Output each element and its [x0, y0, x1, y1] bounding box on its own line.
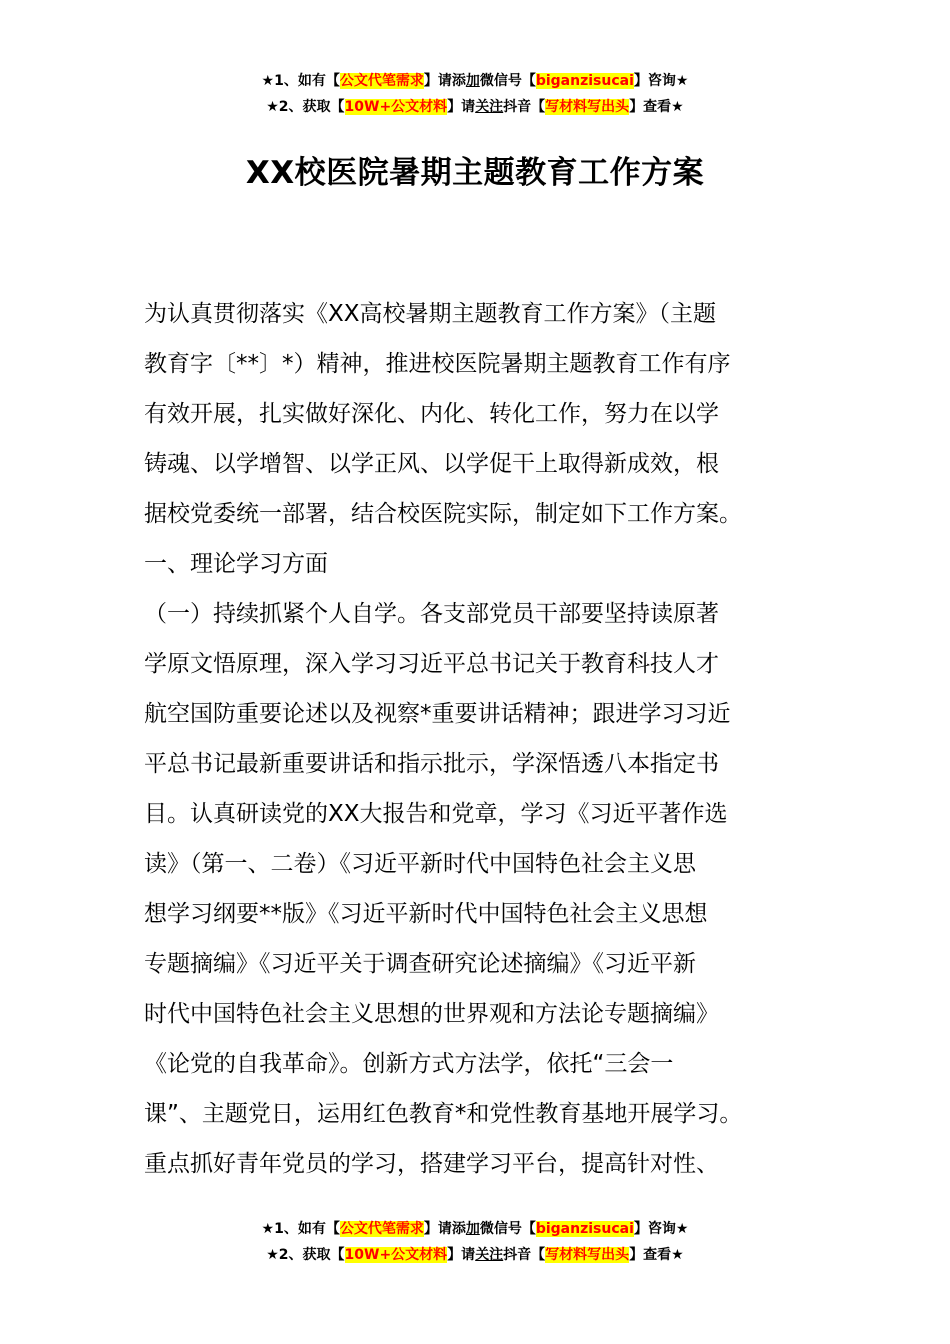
footer-promo-banner [0, 1216, 950, 1268]
body-line: 读》（第一、二卷）《习近平新时代中国特色社会主义思 [144, 851, 696, 877]
promo-text: 】请 [447, 1247, 476, 1263]
promo-douyin-name: 写材料写出头 [545, 1247, 630, 1263]
body-line: 专题摘编》《习近平关于调查研究论述摘编》《习近平新 [144, 951, 696, 977]
body-line: 教育字〔**〕*）精神，推进校医院暑期主题教育工作有序 [144, 351, 731, 377]
promo-douyin-name: 写材料写出头 [545, 99, 630, 115]
document-body [144, 289, 814, 1189]
body-line: 想学习纲要**版》《习近平新时代中国特色社会主义思想 [144, 901, 708, 927]
promo-text: ★1、如有【 [261, 73, 340, 89]
promo-highlight: 10W+公文材料 [344, 99, 448, 115]
body-line: 有效开展，扎实做好深化、内化、转化工作，努力在以学 [144, 401, 719, 427]
promo-line-1 [0, 1216, 950, 1242]
body-line: 为认真贯彻落实《XX高校暑期主题教育工作方案》（主题 [144, 301, 717, 327]
section-heading: 一、理论学习方面 [144, 551, 328, 577]
body-line: 重点抓好青年党员的学习，搭建学习平台，提高针对性、 [144, 1151, 719, 1177]
document-title: XX校医院暑期主题教育工作方案 [245, 155, 705, 191]
promo-line-2 [0, 94, 950, 120]
promo-underlined-text: 加 [465, 73, 480, 89]
promo-text: ★2、获取【 [266, 1247, 345, 1263]
promo-highlight: 10W+公文材料 [344, 1247, 448, 1263]
body-line: 《论党的自我革命》。创新方式方法学，依托“三会一 [144, 1051, 674, 1077]
promo-text: 】咨询★ [633, 1221, 689, 1237]
promo-wechat-id: biganzisucai [535, 1221, 634, 1237]
promo-text: 微信号【 [479, 73, 536, 89]
body-line: 课”、主题党日，运用红色教育*和党性教育基地开展学习。 [144, 1101, 743, 1127]
promo-underlined-text: 关注 [475, 1247, 504, 1263]
promo-text: 微信号【 [479, 1221, 536, 1237]
body-line: 目。认真研读党的XX大报告和党章，学习《习近平著作选 [144, 801, 728, 827]
promo-highlight: 公文代笔需求 [339, 73, 424, 89]
promo-text: 】请添 [423, 1221, 466, 1237]
promo-line-2 [0, 1242, 950, 1268]
promo-text: 抖音【 [503, 99, 546, 115]
promo-underlined-text: 关注 [475, 99, 504, 115]
promo-underlined-text: 加 [465, 1221, 480, 1237]
promo-text: 】咨询★ [633, 73, 689, 89]
promo-line-1 [0, 68, 950, 94]
body-line: 时代中国特色社会主义思想的世界观和方法论专题摘编》 [144, 1001, 719, 1027]
promo-text: ★2、获取【 [266, 99, 345, 115]
body-line: 学原文悟原理，深入学习习近平总书记关于教育科技人才 [144, 651, 719, 677]
promo-text: 抖音【 [503, 1247, 546, 1263]
promo-highlight: 公文代笔需求 [339, 1221, 424, 1237]
body-line: （一）持续抓紧个人自学。各支部党员干部要坚持读原著 [144, 601, 719, 627]
header-promo-banner [0, 68, 950, 120]
body-line: 平总书记最新重要讲话和指示批示，学深悟透八本指定书 [144, 751, 719, 777]
promo-text: 】请添 [423, 73, 466, 89]
promo-text: 】查看★ [629, 99, 684, 115]
promo-wechat-id: biganzisucai [535, 73, 634, 89]
body-line: 据校党委统一部署，结合校医院实际，制定如下工作方案。 [144, 501, 742, 527]
promo-text: 】查看★ [629, 1247, 684, 1263]
body-line: 航空国防重要论述以及视察*重要讲话精神；跟进学习习近 [144, 701, 731, 727]
promo-text: ★1、如有【 [261, 1221, 340, 1237]
promo-text: 】请 [447, 99, 476, 115]
body-line: 铸魂、以学增智、以学正风、以学促干上取得新成效，根 [144, 451, 719, 477]
